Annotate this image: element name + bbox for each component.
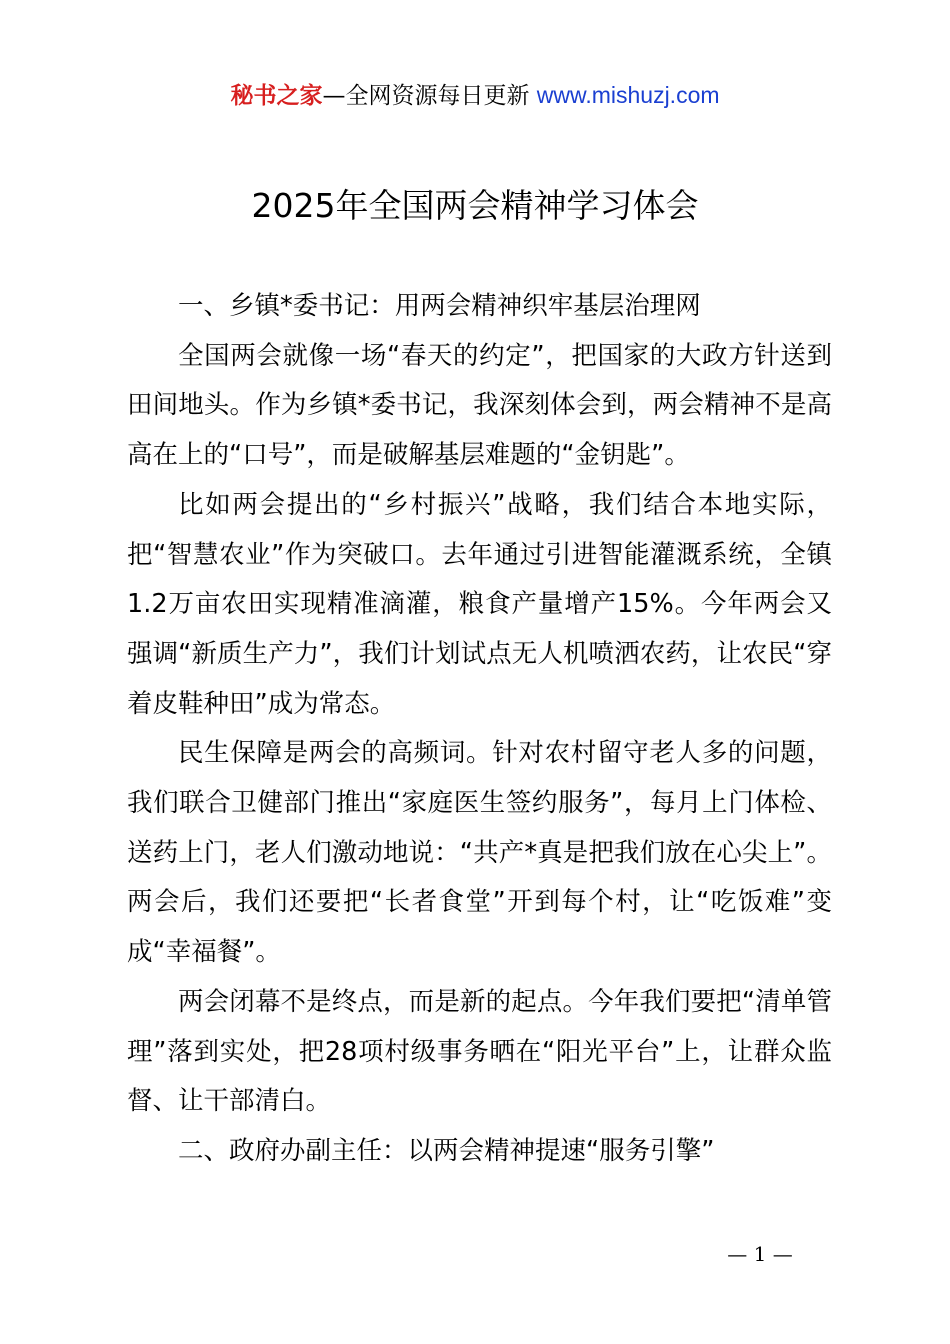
body-paragraph: 全国两会就像一场“春天的约定”，把国家的大政方针送到田间地头。作为乡镇*委书记，我深刻体会到，两会精神不是高高在上的“口号”，而是破解基层难题的“金钥匙”。 — [127, 340, 832, 471]
document-title: 2025年全国两会精神学习体会 — [251, 186, 699, 225]
site-banner — [0, 78, 950, 113]
body-paragraph: 比如两会提出的“乡村振兴”战略，我们结合本地实际，把“智慧农业”作为突破口。去年通过引进智能灌溉系统，全镇1.2万亩农田实现精准滴灌，粮食产量增产15%。今年两会又强调“新质生产力”，我们计划试点无人机喷洒农药，让农民“穿着皮鞋种田”成为常态。 — [127, 489, 832, 719]
section-heading-2: 二、政府办副主任：以两会精神提速“服务引擎” — [178, 1135, 715, 1166]
document-body — [127, 282, 832, 1177]
page-number: — 1 — — [727, 1242, 793, 1266]
site-tagline: —全网资源每日更新 — [322, 83, 530, 109]
body-paragraph: 民生保障是两会的高频词。针对农村留守老人多的问题，我们联合卫健部门推出“家庭医生签约服务”，每月上门体检、送药上门，老人们激动地说：“共产*真是把我们放在心尖上”。两会后，我们还要把“长者食堂”开到每个村，让“吃饭难”变成“幸福餐”。 — [127, 738, 832, 968]
site-url-link[interactable]: www.mishuzj.com — [536, 82, 720, 108]
site-brand: 秘书之家 — [230, 83, 323, 109]
section-heading-1: 一、乡镇*委书记：用两会精神织牢基层治理网 — [178, 291, 701, 321]
body-paragraph: 两会闭幕不是终点，而是新的起点。今年我们要把“清单管理”落到实处，把28项村级事务晒在“阳光平台”上，让群众监督、让干部清白。 — [127, 986, 832, 1117]
